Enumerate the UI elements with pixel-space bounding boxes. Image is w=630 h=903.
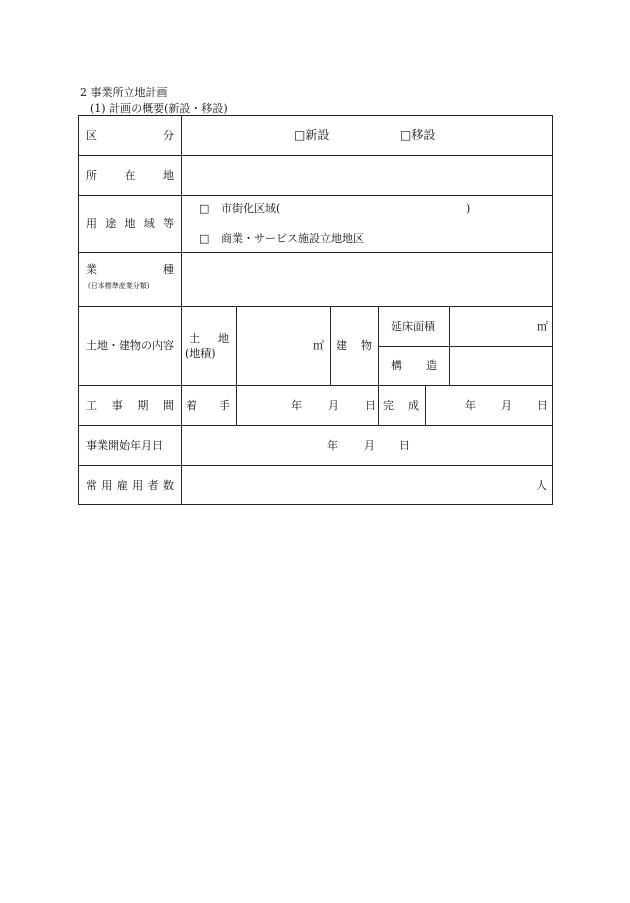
new-establishment-checkbox[interactable]: □新設 (294, 128, 330, 142)
construction-start-label-char-2: 手 (219, 399, 230, 412)
business-start-month-label: 月 (364, 439, 375, 452)
construction-complete-label (383, 400, 419, 412)
structure-label-char-2: 造 (426, 359, 437, 372)
construction-complete-label-char-2: 成 (408, 399, 419, 412)
start-month-label: 月 (328, 399, 339, 412)
start-year-label: 年 (291, 399, 302, 412)
urbanization-area-close-paren: ) (466, 202, 471, 215)
construction-period-label-char-2: 事 (111, 399, 123, 412)
zoning-label-char-3: 地 (124, 217, 136, 230)
location-label-char-2: 在 (124, 169, 136, 182)
zoning-label-char-5: 等 (163, 217, 174, 230)
employees-label-char-6: 数 (162, 479, 174, 492)
complete-month-label: 月 (501, 399, 512, 412)
category-label-char-2: 分 (163, 129, 174, 142)
floor-area-label: 延床面積 (391, 320, 435, 333)
structure-label-char-1: 構 (391, 359, 402, 372)
employees-label-char-3: 雇 (116, 479, 128, 492)
construction-period-label-char-1: 工 (86, 399, 97, 412)
location-label-char-3: 地 (163, 169, 174, 182)
construction-period-label-char-3: 期 (137, 399, 149, 412)
employees-label-char-2: 用 (101, 479, 113, 492)
employees-label-char-5: 者 (147, 479, 159, 492)
floor-area-unit: ㎡ (537, 320, 548, 333)
construction-start-label-char-1: 着 (186, 399, 197, 412)
industry-label (86, 264, 174, 276)
category-label-char-1: 区 (86, 129, 97, 142)
complete-day-label: 日 (537, 399, 548, 412)
urbanization-area-checkbox[interactable]: □ (199, 202, 210, 215)
building-label-char-1: 建 (336, 339, 347, 352)
section-subheading: (1) 計画の概要(新設・移設) (90, 102, 228, 115)
industry-classification-note: (日本標準産業分類) (88, 282, 150, 290)
industry-label-char-2: 種 (163, 263, 174, 276)
land-building-label: 土地・建物の内容 (86, 339, 174, 352)
construction-period-label (86, 400, 174, 412)
location-label-char-1: 所 (86, 169, 97, 182)
land-label-char-1: 土 (189, 332, 200, 345)
section-heading: 2 事業所立地計画 (80, 86, 168, 99)
employees-label-char-4: 用 (132, 479, 144, 492)
zoning-label-char-1: 用 (86, 217, 97, 230)
land-label (189, 333, 229, 345)
relocation-checkbox[interactable]: □移設 (400, 128, 436, 142)
business-start-year-label: 年 (327, 439, 338, 452)
land-label-char-2: 地 (218, 332, 229, 345)
category-label (86, 130, 174, 142)
land-area-label: (地積) (185, 347, 216, 360)
commercial-district-label: 商業・サービス施設立地地区 (221, 232, 364, 245)
commercial-district-checkbox[interactable]: □ (199, 232, 210, 245)
zoning-label (86, 218, 174, 230)
complete-year-label: 年 (465, 399, 476, 412)
business-start-day-label: 日 (399, 439, 410, 452)
building-label (336, 340, 372, 352)
urbanization-area-label: 市街化区域( (221, 202, 281, 215)
employees-label-char-1: 常 (86, 479, 97, 492)
structure-label (391, 360, 437, 372)
land-area-unit: ㎡ (313, 339, 324, 352)
business-start-label: 事業開始年月日 (86, 439, 163, 452)
employees-label (86, 480, 174, 492)
building-label-char-2: 物 (361, 339, 372, 352)
location-label (86, 170, 174, 182)
construction-period-label-char-4: 間 (162, 399, 174, 412)
zoning-label-char-4: 域 (143, 217, 155, 230)
construction-complete-label-char-1: 完 (383, 399, 394, 412)
start-day-label: 日 (365, 399, 376, 412)
construction-start-label (186, 400, 230, 412)
employees-unit: 人 (536, 479, 547, 492)
zoning-label-char-2: 途 (105, 217, 117, 230)
industry-label-char-1: 業 (86, 263, 97, 276)
